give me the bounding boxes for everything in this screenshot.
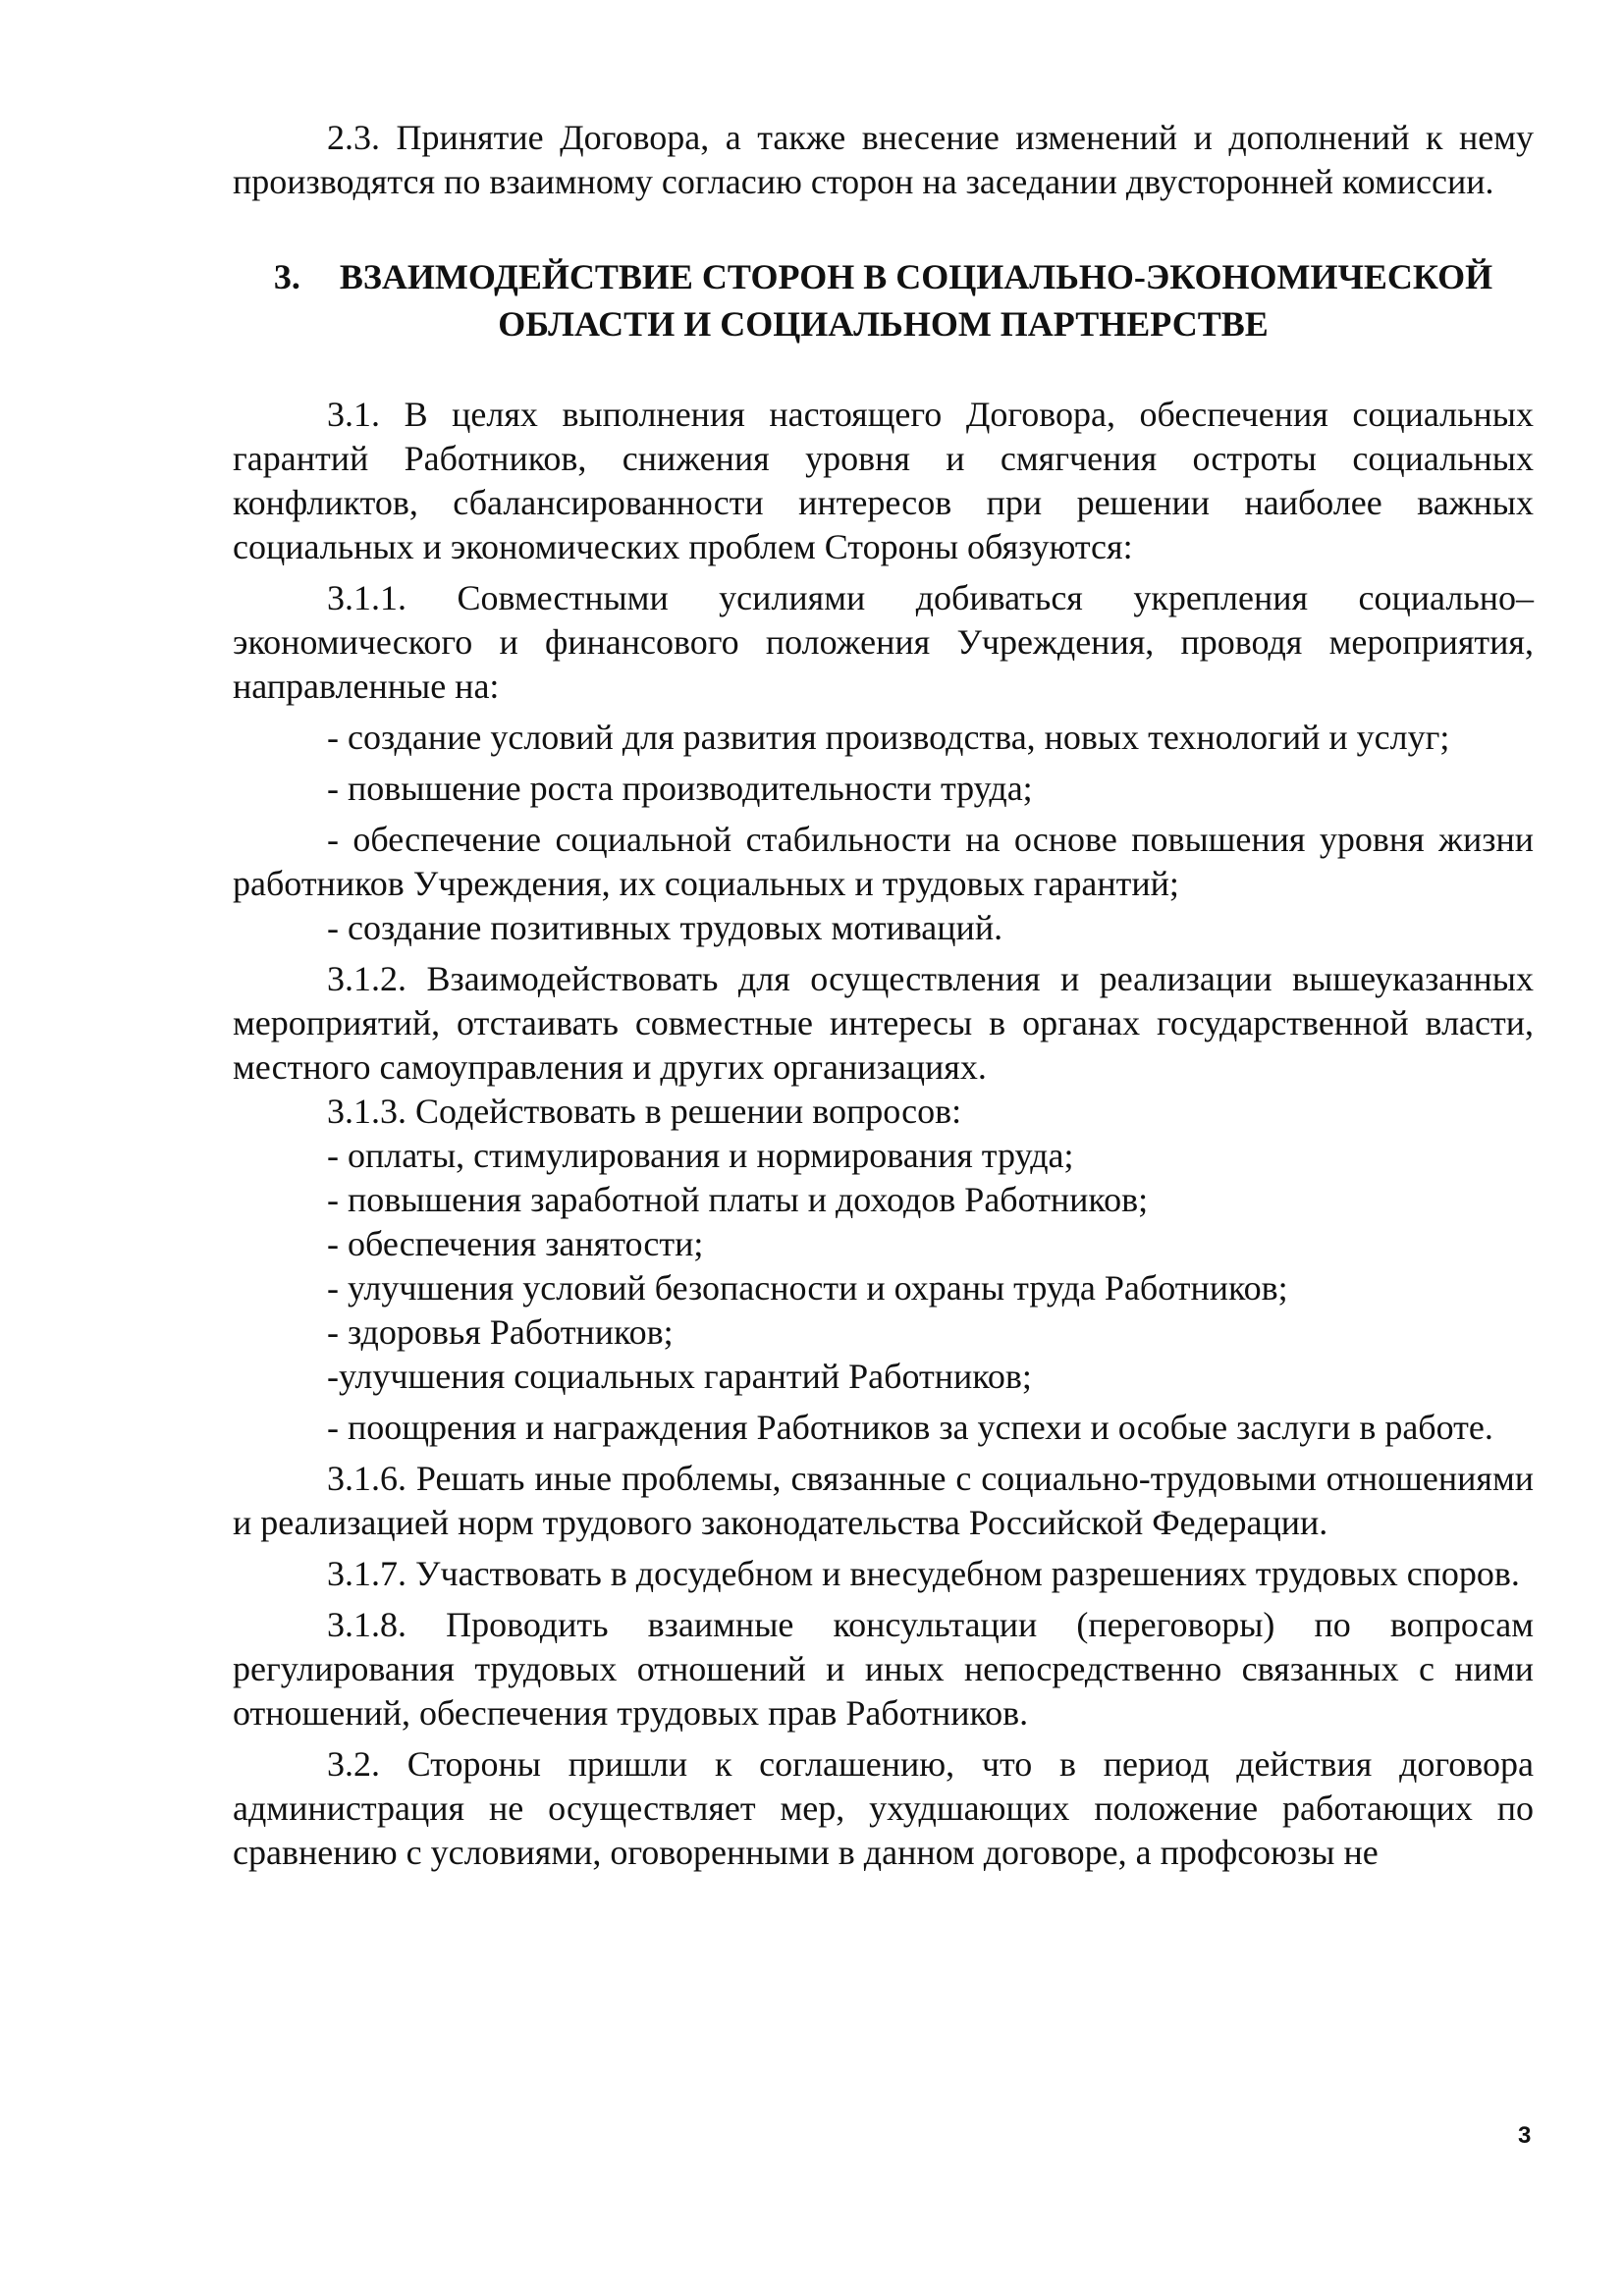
list-item: - создание условий для развития производства, новых технологий и услуг; xyxy=(327,718,1450,757)
list-item: - создание позитивных трудовых мотиваций. xyxy=(327,908,1003,947)
list-item: - обеспечение социальной стабильности на основе повышения уровня жизни работников Учреждения, их социальных и трудовых гарантий; xyxy=(233,820,1534,903)
list-item: - повышения заработной платы и доходов Работников; xyxy=(327,1180,1149,1219)
list-item: - повышение роста производительности труда; xyxy=(327,769,1033,808)
paragraph-3-1-6: 3.1.6. Решать иные проблемы, связанные с социально-трудовыми отношениями и реализацией норм трудового законодательства Российской Федерации. xyxy=(233,1459,1534,1542)
paragraph-3-1-3: 3.1.3. Содействовать в решении вопросов: xyxy=(327,1092,962,1131)
paragraph-3-1-1: 3.1.1. Совместными усилиями добиваться укрепления социально–экономического и финансового положения Учреждения, проводя мероприятия, направленные на: xyxy=(233,578,1534,706)
document-body xyxy=(233,116,1534,1875)
page-number: 3 xyxy=(1518,2122,1532,2149)
paragraph-3-1-8: 3.1.8. Проводить взаимные консультации (переговоры) по вопросам регулирования трудовых отношений и иных непосредственно связанных с ними отношений, обеспечения трудовых прав Работников. xyxy=(233,1605,1534,1733)
list-item: -улучшения социальных гарантий Работников; xyxy=(327,1357,1032,1396)
paragraph-3-1-7: 3.1.7. Участвовать в досудебном и внесудебном разрешениях трудовых споров. xyxy=(327,1554,1520,1593)
paragraph-3-1: 3.1. В целях выполнения настоящего Договора, обеспечения социальных гарантий Работников, снижения уровня и смягчения остроты социальных конфликтов, сбалансированности интересов при решении наиболее важных социальных и экономических проблем Стороны обязуются: xyxy=(233,395,1534,566)
list-item: - обеспечения занятости; xyxy=(327,1224,704,1263)
paragraph-2-3: 2.3. Принятие Договора, а также внесение изменений и дополнений к нему производятся по взаимному согласию сторон на заседании двусторонней комиссии. xyxy=(233,118,1534,201)
list-item: - оплаты, стимулирования и нормирования труда; xyxy=(327,1136,1074,1175)
list-item: - здоровья Работников; xyxy=(327,1312,674,1352)
list-item: - поощрения и награждения Работников за успехи и особые заслуги в работе. xyxy=(327,1408,1493,1447)
paragraph-3-2: 3.2. Стороны пришли к соглашению, что в период действия договора администрация не осуществляет мер, ухудшающих положение работающих по сравнению с условиями, оговоренными в данном договоре, а профсоюзы не xyxy=(233,1744,1534,1872)
list-item: - улучшения условий безопасности и охраны труда Работников; xyxy=(327,1268,1288,1308)
paragraph-3-1-2: 3.1.2. Взаимодействовать для осуществления и реализации вышеуказанных мероприятий, отстаивать совместные интересы в органах государственной власти, местного самоуправления и других организациях. xyxy=(233,959,1534,1087)
section-number: 3. xyxy=(273,257,300,296)
section-title: ВЗАИМОДЕЙСТВИЕ СТОРОН В СОЦИАЛЬНО-ЭКОНОМИЧЕСКОЙ ОБЛАСТИ И СОЦИАЛЬНОМ ПАРТНЕРСТВЕ xyxy=(339,257,1493,344)
section-heading xyxy=(233,253,1534,347)
